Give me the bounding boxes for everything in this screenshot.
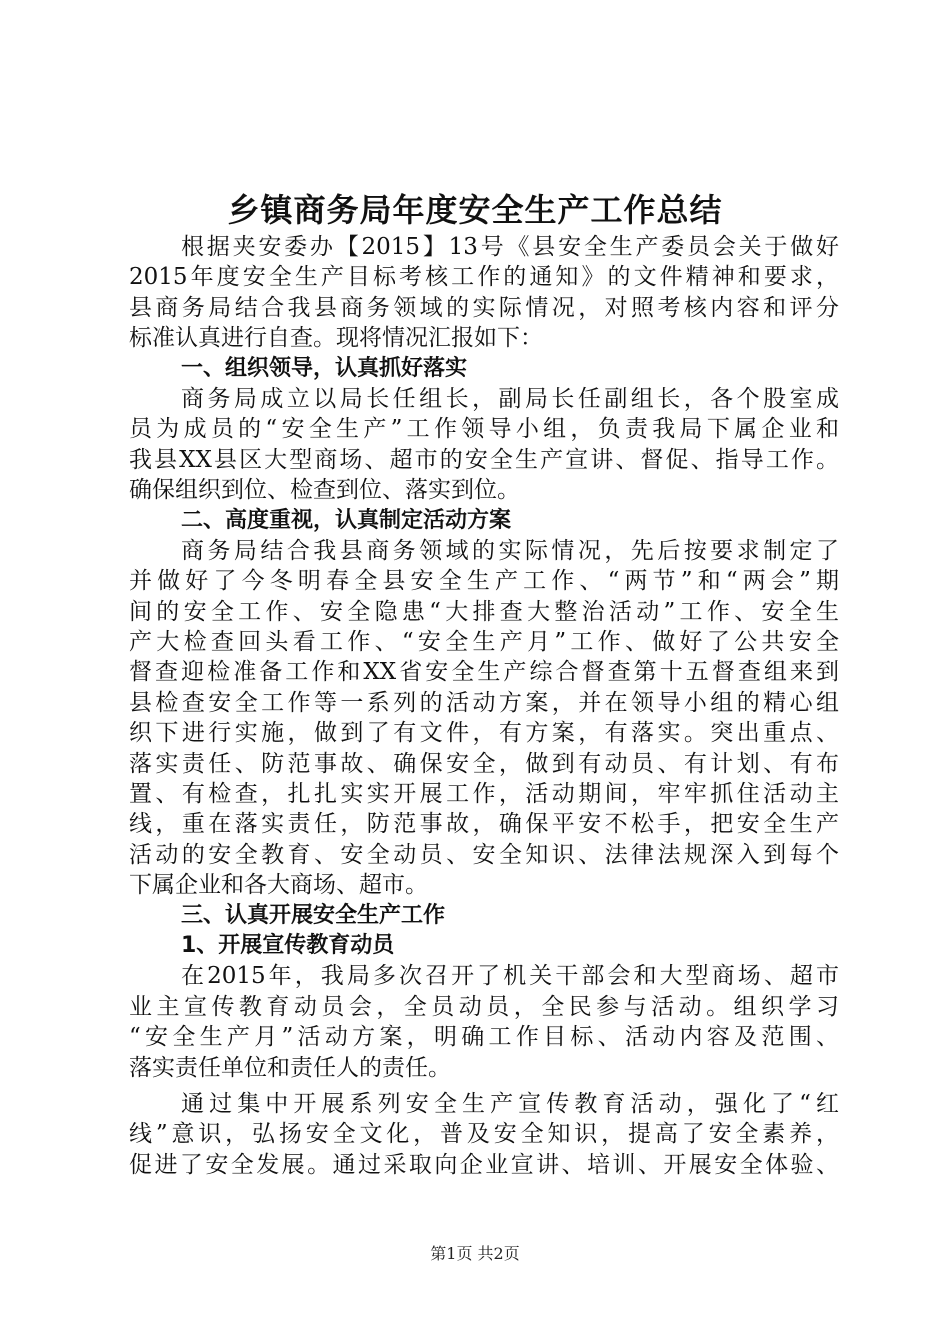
paragraph-line: 督查迎检准备工作和XX省安全生产综合督查第十五督查组来到 [129, 659, 839, 686]
paragraph-line: “安全生产月”活动方案，明确工作目标、活动内容及范围、 [129, 1024, 839, 1051]
paragraph-line: 员为成员的“安全生产”工作领导小组，负责我局下属企业和 [129, 416, 839, 443]
paragraph-line: 确保组织到位、检查到位、落实到位。 [129, 477, 520, 504]
paragraph-line: 根据夹安委办【2015】13号《县安全生产委员会关于做好 [181, 234, 839, 260]
paragraph-line: 线，重在落实责任，防范事故，确保平安不松手，把安全生产 [129, 811, 839, 838]
page-number-footer: 第1页 共2页 [430, 1244, 520, 1263]
subsection-heading: 1、开展宣传教育动员 [181, 932, 395, 958]
document-title: 乡镇商务局年度安全生产工作总结 [227, 191, 723, 229]
paragraph-line: 促进了安全发展。通过采取向企业宣讲、培训、开展安全体验、 [129, 1151, 839, 1178]
paragraph-line: 间的安全工作、安全隐患“大排查大整治活动”工作、安全生 [129, 598, 839, 625]
section-heading: 一、组织领导，认真抓好落实 [181, 355, 468, 381]
paragraph-line: 织下进行实施，做到了有文件，有方案，有落实。突出重点、 [129, 720, 839, 747]
paragraph-line: 县检查安全工作等一系列的活动方案，并在领导小组的精心组 [129, 689, 839, 716]
section-heading: 二、高度重视，认真制定活动方案 [181, 507, 512, 533]
paragraph-line: 商务局结合我县商务领域的实际情况，先后按要求制定了 [181, 537, 839, 564]
paragraph-line: 落实责任、防范事故、确保安全，做到有动员、有计划、有布 [129, 750, 839, 777]
paragraph-line: 活动的安全教育、安全动员、安全知识、法律法规深入到每个 [129, 841, 839, 868]
paragraph-line: 下属企业和各大商场、超市。 [129, 872, 428, 899]
paragraph-line: 线”意识，弘扬安全文化，普及安全知识，提高了安全素养， [129, 1121, 839, 1148]
paragraph-line: 县商务局结合我县商务领域的实际情况，对照考核内容和评分 [129, 294, 839, 321]
paragraph-line: 落实责任单位和责任人的责任。 [129, 1054, 451, 1081]
section-heading: 三、认真开展安全生产工作 [181, 902, 446, 928]
paragraph-line: 标准认真进行自查。现将情况汇报如下： [129, 325, 543, 352]
document-body [129, 232, 839, 1180]
paragraph-line: 2015年度安全生产目标考核工作的通知》的文件精神和要求， [129, 264, 839, 291]
paragraph-line: 置、有检查，扎扎实实开展工作，活动期间，牢牢抓住活动主 [129, 781, 839, 808]
paragraph-line: 业主宣传教育动员会，全员动员，全民参与活动。组织学习 [129, 993, 839, 1020]
paragraph-line: 在2015年，我局多次召开了机关干部会和大型商场、超市 [181, 963, 839, 990]
paragraph-line: 通过集中开展系列安全生产宣传教育活动，强化了“红 [181, 1090, 839, 1117]
paragraph-line: 商务局成立以局长任组长，副局长任副组长，各个股室成 [181, 385, 839, 412]
paragraph-line: 并做好了今冬明春全县安全生产工作、“两节”和“两会”期 [129, 568, 839, 595]
paragraph-line: 产大检查回头看工作、“安全生产月”工作、做好了公共安全 [129, 629, 839, 656]
paragraph-line: 我县XX县区大型商场、超市的安全生产宣讲、督促、指导工作。 [129, 446, 839, 473]
